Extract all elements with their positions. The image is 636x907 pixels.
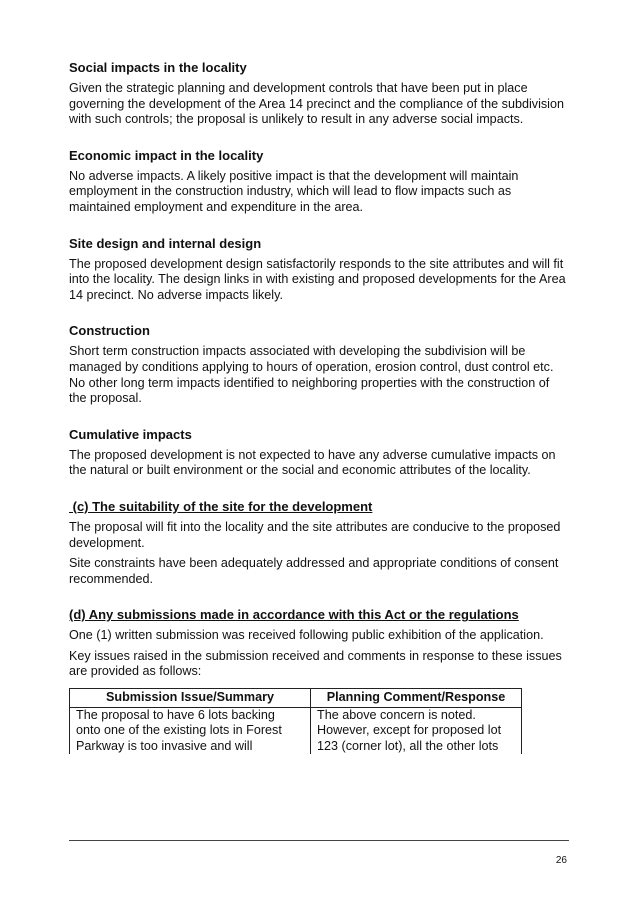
column-header-response: Planning Comment/Response bbox=[311, 689, 522, 708]
section-cumulative-impacts bbox=[69, 427, 569, 479]
column-header-issue: Submission Issue/Summary bbox=[70, 689, 311, 708]
section-body: One (1) written submission was received following public exhibition of the application. bbox=[69, 628, 544, 643]
section-heading: Social impacts in the locality bbox=[69, 60, 247, 75]
section-heading: Cumulative impacts bbox=[69, 426, 192, 442]
section-body: Short term construction impacts associated with developing the subdivision will be managed by conditions applying to hours of operation, erosion control, dust control etc. No other long term impacts identified to neighboring properties with the construction of the proposal. bbox=[69, 344, 554, 406]
section-social-impacts bbox=[69, 60, 569, 128]
section-body: Given the strategic planning and development controls that have been put in place governing the development of the Area 14 precinct and the compliance of the subdivision with such controls; the proposal is unlikely to result in any adverse social impacts. bbox=[69, 81, 564, 127]
section-site-suitability bbox=[69, 499, 569, 587]
section-body: The proposal will fit into the locality and the site attributes are conducive to the proposed development. bbox=[69, 519, 561, 550]
cell-line: However, except for proposed lot bbox=[317, 723, 502, 738]
section-heading: Site design and internal design bbox=[69, 235, 262, 251]
section-construction bbox=[69, 323, 569, 406]
page-number: 26 bbox=[555, 855, 567, 866]
table-header-row bbox=[70, 689, 522, 708]
section-body: Key issues raised in the submission received and comments in response to these issues are provided as follows: bbox=[69, 648, 562, 679]
cell-line: onto one of the existing lots in Forest bbox=[76, 723, 282, 738]
section-heading: (d) Any submissions made in accordance with this Act or the regulations bbox=[69, 607, 519, 623]
section-site-design bbox=[69, 236, 569, 304]
cell-line: The proposal to have 6 lots backing bbox=[76, 707, 275, 722]
page-content bbox=[69, 60, 569, 754]
cell-line: The above concern is noted. bbox=[317, 707, 476, 722]
table-cell-response bbox=[311, 707, 522, 754]
section-heading: Construction bbox=[69, 323, 150, 339]
section-heading: (c) The suitability of the site for the development bbox=[69, 498, 373, 514]
table-cell-issue bbox=[70, 707, 311, 754]
section-body: Site constraints have been adequately addressed and appropriate conditions of consent recommended. bbox=[69, 556, 559, 586]
section-submissions bbox=[69, 607, 569, 680]
section-economic-impact bbox=[69, 148, 569, 216]
section-body: No adverse impacts. A likely positive impact is that the development will maintain employment in the construction industry, which will lead to flow impacts such as maintained employment and expenditure in the area. bbox=[69, 168, 519, 214]
submissions-table bbox=[69, 688, 522, 754]
table-row bbox=[70, 707, 522, 754]
section-body: The proposed development is not expected to have any adverse cumulative impacts on the natural or built environment or the social and economic attributes of the locality. bbox=[69, 447, 556, 478]
section-heading: Economic impact in the locality bbox=[69, 147, 264, 163]
cell-line: 123 (corner lot), all the other lots bbox=[317, 738, 499, 753]
cell-line: Parkway is too invasive and will bbox=[76, 738, 253, 753]
footer-divider bbox=[69, 840, 569, 841]
section-body: The proposed development design satisfactorily responds to the site attributes and will fit into the locality. The design links in with existing and proposed developments for the Area 14 precinct. No adverse impacts likely. bbox=[69, 256, 566, 302]
